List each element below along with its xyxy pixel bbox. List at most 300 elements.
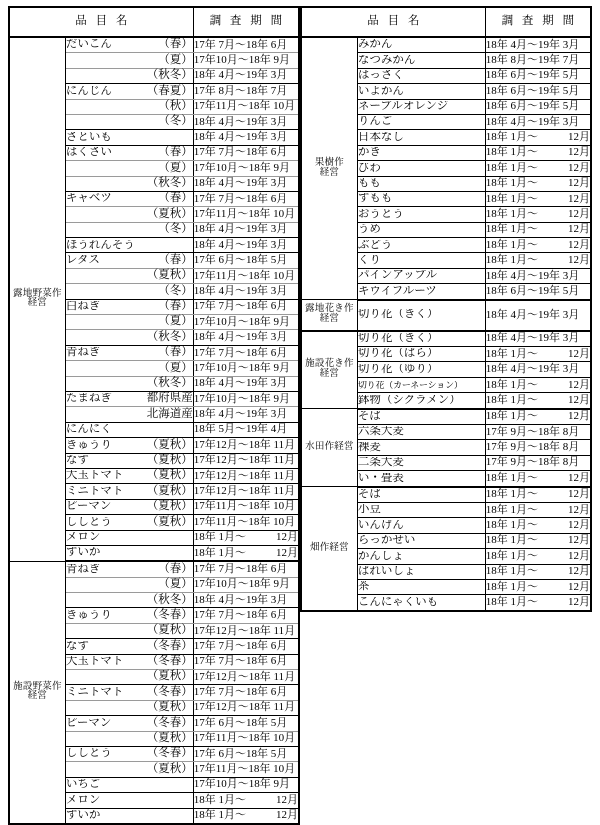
item-label: 青ねぎ bbox=[65, 347, 101, 359]
survey-period-value bbox=[193, 176, 299, 191]
survey-period-value bbox=[485, 502, 591, 517]
item-label: 切り花（きく） bbox=[357, 309, 439, 321]
group-label-果樹作 bbox=[301, 37, 357, 300]
survey-period-value bbox=[485, 176, 591, 191]
item-name-もも bbox=[357, 176, 485, 191]
period-start: 18年 1月～ bbox=[485, 347, 538, 360]
period-end: 3月 bbox=[268, 177, 288, 190]
item-name-青ねぎ bbox=[65, 345, 193, 360]
period-end: 11月 bbox=[270, 701, 296, 714]
period-start: 17年10月～18年 bbox=[193, 578, 271, 591]
period-start: 18年 1月～ bbox=[485, 161, 538, 174]
period-end: 3月 bbox=[268, 69, 288, 82]
item-label: 切り花（カーネーション） bbox=[357, 380, 463, 390]
period-start: 18年 4月～19年 bbox=[485, 115, 560, 128]
item-label: い・畳表 bbox=[357, 472, 404, 484]
survey-period-value bbox=[193, 161, 299, 176]
item-name-レタス bbox=[65, 253, 193, 268]
survey-period-value bbox=[485, 331, 591, 347]
survey-period-value bbox=[485, 393, 591, 409]
survey-period-value bbox=[485, 53, 591, 68]
period-start: 18年 1月～ bbox=[485, 192, 538, 205]
item-name-すもも bbox=[357, 191, 485, 206]
item-label: すいか bbox=[65, 547, 101, 559]
period-end: 10月 bbox=[270, 732, 296, 745]
period-end: 10月 bbox=[270, 100, 296, 113]
item-season: （夏秋） bbox=[146, 484, 193, 497]
period-end: 8月 bbox=[560, 441, 580, 454]
item-label: はくさい bbox=[65, 147, 112, 159]
period-start: 17年 7月～18年 bbox=[193, 639, 268, 652]
table-row bbox=[301, 37, 591, 53]
survey-period-value bbox=[193, 746, 299, 761]
item-name-レタス bbox=[65, 268, 193, 283]
survey-period-value bbox=[485, 253, 591, 268]
item-season: （冬春） bbox=[146, 608, 193, 621]
item-name-茶 bbox=[357, 579, 485, 594]
period-start: 17年12月～18年 bbox=[193, 438, 271, 451]
group-label-施設花き作 bbox=[301, 331, 357, 409]
item-label: そば bbox=[357, 488, 381, 500]
survey-period-value bbox=[485, 377, 591, 392]
item-name-にんじん bbox=[65, 99, 193, 114]
item-season: （夏秋） bbox=[146, 469, 193, 482]
item-name-いよかん bbox=[357, 84, 485, 99]
period-start: 17年11月～18年 bbox=[193, 500, 271, 513]
item-name-らっかせい bbox=[357, 533, 485, 548]
group-label-line1: 露地花き作 bbox=[305, 304, 354, 315]
item-label: みかん bbox=[357, 39, 393, 51]
period-end: 5月 bbox=[268, 716, 288, 729]
period-start: 17年11月～18年 bbox=[193, 732, 271, 745]
period-end: 12月 bbox=[568, 471, 590, 484]
item-season: （冬春） bbox=[146, 747, 193, 760]
period-end: 12月 bbox=[568, 254, 590, 267]
survey-period-value bbox=[193, 545, 299, 561]
item-name-パインアップル bbox=[357, 268, 485, 283]
item-name-ミニトマト bbox=[65, 685, 193, 700]
period-end: 12月 bbox=[568, 503, 590, 516]
period-end: 3月 bbox=[268, 331, 288, 344]
period-start: 17年10月～18年 bbox=[193, 54, 271, 67]
left-table-head bbox=[9, 7, 299, 37]
item-label: 裸麦 bbox=[357, 441, 381, 453]
item-label: くり bbox=[357, 254, 381, 266]
item-name-メロン bbox=[65, 530, 193, 545]
period-start: 17年 7月～18年 bbox=[193, 300, 268, 313]
period-start: 17年12月～18年 bbox=[193, 485, 271, 498]
survey-period-value bbox=[193, 68, 299, 83]
item-name-鉢物シクラメン bbox=[357, 393, 485, 409]
item-name-青ねぎ bbox=[65, 561, 193, 577]
item-origin: 都府県産 bbox=[146, 392, 193, 405]
period-start: 18年 6月～19年 bbox=[485, 69, 560, 82]
period-start: 17年10月～18年 bbox=[193, 361, 271, 374]
survey-period-value bbox=[193, 577, 299, 592]
item-name-こんにゃくいも bbox=[357, 595, 485, 611]
period-end: 10月 bbox=[270, 515, 296, 528]
period-end: 6月 bbox=[268, 609, 288, 622]
item-season: （冬春） bbox=[146, 639, 193, 652]
period-start: 17年 7月～18年 bbox=[193, 146, 268, 159]
period-end: 11月 bbox=[270, 454, 296, 467]
item-label: 六条大麦 bbox=[357, 426, 404, 438]
survey-period-value bbox=[485, 440, 591, 455]
item-name-二条大麦 bbox=[357, 455, 485, 470]
period-start: 18年 4月～19年 bbox=[485, 269, 560, 282]
item-season: （春） bbox=[158, 562, 193, 575]
item-label: メロン bbox=[65, 531, 101, 543]
header-survey-period: 調 査 期 間 bbox=[193, 7, 299, 37]
item-name-青ねぎ bbox=[65, 593, 193, 608]
item-name-白ねぎ bbox=[65, 330, 193, 345]
period-end: 7月 bbox=[560, 54, 580, 67]
item-label: 鉢物（シクラメン） bbox=[357, 394, 461, 406]
period-end: 9月 bbox=[270, 54, 290, 67]
period-start: 17年11月～18年 bbox=[193, 515, 271, 528]
period-end: 9月 bbox=[270, 578, 290, 591]
item-name-だいこん bbox=[65, 68, 193, 83]
period-end: 3月 bbox=[268, 131, 288, 144]
period-start: 18年 4月～19年 bbox=[485, 332, 560, 345]
item-season: （夏秋） bbox=[146, 624, 193, 637]
period-end: 12月 bbox=[568, 238, 590, 251]
item-name-かき bbox=[357, 145, 485, 160]
period-start: 18年 4月～19年 bbox=[193, 377, 268, 390]
period-end: 10月 bbox=[270, 763, 296, 776]
survey-period-value bbox=[485, 564, 591, 579]
period-end: 12月 bbox=[568, 488, 590, 501]
period-start: 17年 7月～18年 bbox=[193, 655, 268, 668]
survey-period-value bbox=[193, 391, 299, 406]
period-end: 3月 bbox=[560, 115, 580, 128]
left-survey-table bbox=[8, 6, 300, 825]
period-start: 17年12月～18年 bbox=[193, 469, 271, 482]
survey-period-value bbox=[193, 407, 299, 422]
item-label: なつみかん bbox=[357, 54, 416, 66]
survey-period-value bbox=[193, 345, 299, 360]
item-name-かんしょ bbox=[357, 549, 485, 564]
item-name-おうとう bbox=[357, 207, 485, 222]
survey-period-value bbox=[193, 84, 299, 99]
item-name-さといも bbox=[65, 130, 193, 145]
period-start: 17年12月～18年 bbox=[193, 670, 271, 683]
item-season: （春夏） bbox=[146, 84, 193, 97]
table-row bbox=[9, 561, 299, 577]
period-start: 18年 1月～ bbox=[485, 393, 538, 406]
item-name-くり bbox=[357, 253, 485, 268]
period-end: 12月 bbox=[276, 809, 298, 822]
item-label: いんげん bbox=[357, 519, 404, 531]
item-label: はっさく bbox=[357, 70, 404, 82]
survey-period-value bbox=[193, 484, 299, 499]
period-start: 17年 7月～18年 bbox=[193, 346, 268, 359]
table-row bbox=[301, 331, 591, 347]
period-end: 12月 bbox=[568, 378, 590, 391]
survey-period-value bbox=[485, 207, 591, 222]
period-end: 12月 bbox=[568, 347, 590, 360]
item-label: ミニトマト bbox=[65, 686, 124, 698]
survey-period-value bbox=[485, 595, 591, 611]
header-item-name: 品 目 名 bbox=[9, 7, 193, 37]
item-label: にんじん bbox=[65, 85, 112, 97]
item-label: 切り花（ゆり） bbox=[357, 363, 439, 375]
item-name-日本なし bbox=[357, 130, 485, 145]
group-label-line2: 経営 bbox=[319, 313, 340, 324]
item-season: （冬） bbox=[158, 284, 193, 297]
item-season: （春） bbox=[158, 192, 193, 205]
table-row bbox=[301, 409, 591, 425]
survey-period-value bbox=[193, 438, 299, 453]
survey-period-value bbox=[485, 37, 591, 53]
period-end: 12月 bbox=[276, 531, 298, 544]
period-start: 17年12月～18年 bbox=[193, 454, 271, 467]
survey-period-value bbox=[485, 300, 591, 331]
survey-period-value bbox=[193, 253, 299, 268]
item-label: 小豆 bbox=[357, 504, 381, 516]
item-season: （冬春） bbox=[146, 685, 193, 698]
period-start: 18年 5月～19年 bbox=[193, 423, 268, 436]
item-label: レタス bbox=[65, 254, 100, 266]
survey-period-value bbox=[193, 207, 299, 222]
period-start: 18年 4月～19年 bbox=[193, 238, 268, 251]
period-start: 17年 9月～18年 bbox=[485, 441, 560, 454]
survey-period-value bbox=[485, 145, 591, 160]
survey-period-value bbox=[485, 84, 591, 99]
survey-period-value bbox=[193, 238, 299, 253]
item-label: 二条大麦 bbox=[357, 457, 404, 469]
item-season: （冬春） bbox=[146, 655, 193, 668]
survey-period-value bbox=[193, 222, 299, 237]
item-name-そば bbox=[357, 409, 485, 425]
survey-period-value bbox=[193, 130, 299, 145]
period-end: 6月 bbox=[268, 639, 288, 652]
survey-period-value bbox=[485, 487, 591, 503]
period-end: 3月 bbox=[268, 284, 288, 297]
item-name-いんげん bbox=[357, 518, 485, 533]
period-end: 12月 bbox=[568, 595, 590, 608]
period-end: 12月 bbox=[568, 549, 590, 562]
table-row bbox=[301, 487, 591, 503]
item-season: （夏秋） bbox=[146, 269, 193, 282]
survey-period-value bbox=[193, 191, 299, 206]
item-name-レタス bbox=[65, 284, 193, 299]
item-label: ミニトマト bbox=[65, 485, 124, 497]
right-panel bbox=[300, 6, 592, 612]
group-label-露地野菜作 bbox=[9, 37, 65, 561]
period-start: 18年 1月～ bbox=[193, 793, 246, 806]
item-name-うめ bbox=[357, 222, 485, 237]
table-row bbox=[9, 37, 299, 53]
period-start: 18年 1月～ bbox=[485, 207, 538, 220]
survey-period-value bbox=[193, 114, 299, 129]
survey-period-value bbox=[485, 114, 591, 129]
item-label: りんご bbox=[357, 116, 393, 128]
survey-period-value bbox=[485, 68, 591, 83]
item-label: きゅうり bbox=[65, 439, 112, 451]
survey-period-value bbox=[193, 762, 299, 777]
item-season: （秋冬） bbox=[146, 377, 193, 390]
item-name-キャベツ bbox=[65, 207, 193, 222]
period-start: 18年 1月～ bbox=[193, 546, 246, 559]
period-end: 12月 bbox=[568, 146, 590, 159]
table-panels bbox=[8, 6, 592, 822]
survey-period-value bbox=[193, 654, 299, 669]
item-name-きゅうり bbox=[65, 608, 193, 623]
survey-period-value bbox=[193, 453, 299, 468]
survey-period-value bbox=[485, 579, 591, 594]
item-label: さといも bbox=[65, 131, 112, 143]
survey-period-value bbox=[485, 455, 591, 470]
item-season: （冬） bbox=[158, 223, 193, 236]
item-label: 青ねぎ bbox=[65, 563, 101, 575]
item-label: にんにく bbox=[65, 424, 112, 436]
item-name-そば bbox=[357, 487, 485, 503]
period-start: 18年 1月～ bbox=[485, 177, 538, 190]
period-start: 17年 9月～18年 bbox=[485, 456, 560, 469]
period-start: 17年12月～18年 bbox=[193, 701, 271, 714]
item-label: キウイフルーツ bbox=[357, 285, 437, 297]
period-start: 18年 1月～ bbox=[485, 131, 538, 144]
survey-period-value bbox=[485, 99, 591, 114]
item-name-大玉トマト bbox=[65, 654, 193, 669]
period-end: 12月 bbox=[568, 177, 590, 190]
survey-period-value bbox=[193, 793, 299, 808]
item-name-すいか bbox=[65, 808, 193, 824]
period-end: 6月 bbox=[268, 686, 288, 699]
item-name-はっさく bbox=[357, 68, 485, 83]
item-season: （冬） bbox=[158, 115, 193, 128]
period-end: 11月 bbox=[270, 624, 296, 637]
item-season: （春） bbox=[158, 253, 193, 266]
survey-period-value bbox=[193, 284, 299, 299]
item-label: 切り花（ばら） bbox=[357, 348, 439, 360]
period-end: 11月 bbox=[270, 485, 296, 498]
survey-period-value bbox=[193, 623, 299, 638]
item-name-裸麦 bbox=[357, 440, 485, 455]
item-label: なす bbox=[65, 454, 89, 466]
survey-period-value bbox=[485, 347, 591, 362]
item-name-切り花きく bbox=[357, 331, 485, 347]
item-name-はくさい bbox=[65, 145, 193, 160]
item-name-青ねぎ bbox=[65, 577, 193, 592]
group-label-水田作経営 bbox=[301, 409, 357, 487]
item-season: （夏秋） bbox=[146, 701, 193, 714]
period-start: 18年 4月～19年 bbox=[485, 363, 560, 376]
survey-period-value bbox=[193, 499, 299, 514]
group-label-line1: 露地野菜作 bbox=[13, 288, 62, 299]
survey-period-value bbox=[485, 362, 591, 377]
survey-period-value bbox=[485, 518, 591, 533]
item-name-ミニトマト bbox=[65, 700, 193, 715]
period-start: 18年 1月～ bbox=[485, 534, 538, 547]
item-season: （夏） bbox=[158, 361, 193, 374]
period-start: 18年 1月～ bbox=[485, 378, 538, 391]
survey-period-value bbox=[193, 361, 299, 376]
period-start: 18年 4月～19年 bbox=[193, 593, 268, 606]
period-start: 18年 4月～19年 bbox=[193, 408, 268, 421]
period-end: 3月 bbox=[560, 332, 580, 345]
item-name-切り花きく bbox=[357, 300, 485, 331]
period-start: 18年 6月～19年 bbox=[485, 100, 560, 113]
period-end: 11月 bbox=[270, 469, 296, 482]
period-start: 17年 7月～18年 bbox=[193, 192, 268, 205]
item-name-白ねぎ bbox=[65, 299, 193, 314]
item-season: （春） bbox=[158, 300, 193, 313]
period-end: 5月 bbox=[560, 100, 580, 113]
survey-period-value bbox=[193, 376, 299, 391]
period-start: 17年 8月～18年 bbox=[193, 84, 268, 97]
item-name-ピーマン bbox=[65, 499, 193, 514]
period-end: 9月 bbox=[270, 161, 290, 174]
period-end: 3月 bbox=[560, 308, 580, 321]
right-survey-table bbox=[300, 6, 592, 612]
item-season: （春） bbox=[158, 346, 193, 359]
item-name-なす bbox=[65, 453, 193, 468]
item-name-キャベツ bbox=[65, 222, 193, 237]
item-name-キャベツ bbox=[65, 191, 193, 206]
survey-period-value bbox=[193, 608, 299, 623]
period-end: 10月 bbox=[270, 500, 296, 513]
header-row bbox=[301, 7, 591, 37]
survey-period-value bbox=[193, 639, 299, 654]
period-end: 11月 bbox=[270, 438, 296, 451]
item-name-ピーマン bbox=[65, 716, 193, 731]
item-name-ネーブルオレンジ bbox=[357, 99, 485, 114]
item-season: （秋冬） bbox=[146, 69, 193, 82]
left-table-body bbox=[9, 37, 299, 824]
group-label-line2: 経営 bbox=[27, 298, 48, 309]
period-end: 3月 bbox=[268, 408, 288, 421]
period-end: 7月 bbox=[268, 84, 288, 97]
item-name-青ねぎ bbox=[65, 376, 193, 391]
period-start: 18年 4月～19年 bbox=[193, 115, 268, 128]
item-name-ぶどう bbox=[357, 238, 485, 253]
period-end: 4月 bbox=[268, 423, 288, 436]
item-label: ばれいしょ bbox=[357, 565, 416, 577]
survey-period-value bbox=[193, 268, 299, 283]
item-name-ししとう bbox=[65, 762, 193, 777]
period-start: 18年 1月～ bbox=[485, 488, 538, 501]
period-start: 17年 6月～18年 bbox=[193, 747, 268, 760]
item-label: きゅうり bbox=[65, 609, 112, 621]
item-label: いよかん bbox=[357, 85, 404, 97]
item-label: ししとう bbox=[65, 748, 112, 760]
item-name-大玉トマト bbox=[65, 468, 193, 483]
item-label: ほうれんそう bbox=[65, 239, 135, 251]
item-name-ミニトマト bbox=[65, 484, 193, 499]
item-name-い畳表 bbox=[357, 471, 485, 487]
item-label: なす bbox=[65, 640, 89, 652]
period-start: 18年 1月～ bbox=[485, 580, 538, 593]
period-end: 5月 bbox=[560, 69, 580, 82]
survey-period-value bbox=[193, 422, 299, 437]
period-end: 5月 bbox=[268, 747, 288, 760]
period-start: 17年 6月～18年 bbox=[193, 254, 268, 267]
period-end: 6月 bbox=[268, 192, 288, 205]
period-start: 17年 7月～18年 bbox=[193, 562, 268, 575]
item-label: いちご bbox=[65, 779, 101, 791]
item-season: （夏秋） bbox=[146, 670, 193, 683]
item-season: （秋冬） bbox=[146, 176, 193, 189]
item-name-なつみかん bbox=[357, 53, 485, 68]
period-start: 18年 8月～19年 bbox=[485, 54, 560, 67]
item-label: ピーマン bbox=[65, 717, 112, 729]
period-end: 8月 bbox=[560, 456, 580, 469]
period-end: 6月 bbox=[268, 562, 288, 575]
item-name-ししとう bbox=[65, 746, 193, 761]
header-survey-period: 調 査 期 間 bbox=[485, 7, 591, 37]
